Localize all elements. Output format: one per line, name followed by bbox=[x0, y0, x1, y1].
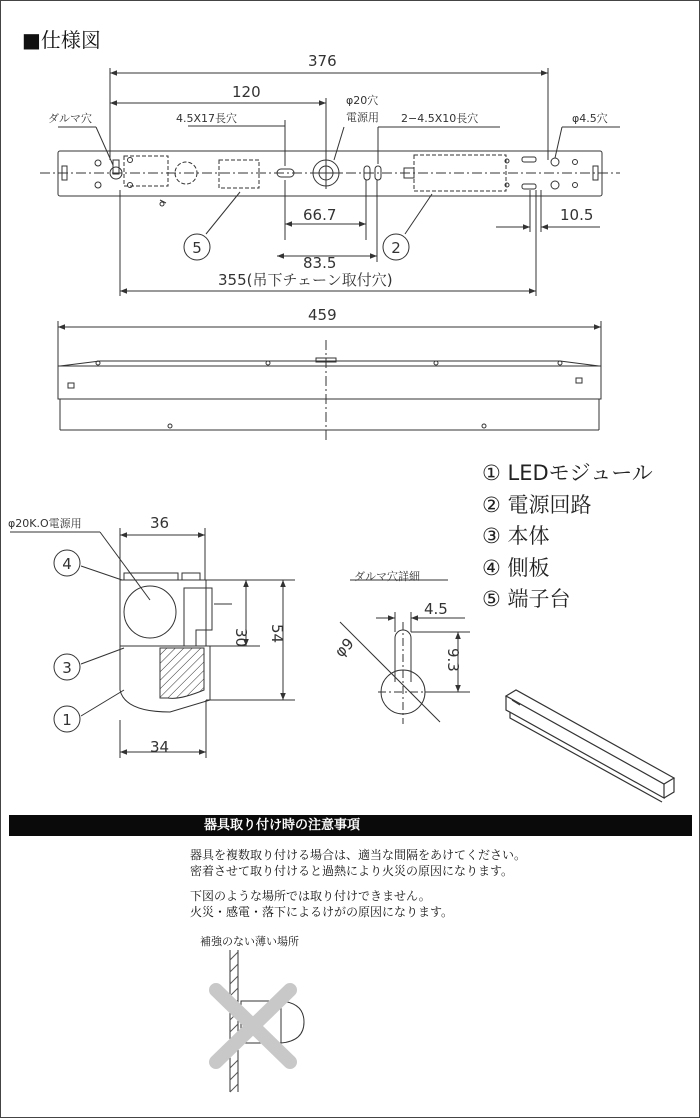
dim-side-width-bottom: 34 bbox=[150, 738, 170, 756]
notice-line-1: 器具を複数取り付ける場合は、適当な間隔をあけてください。 bbox=[190, 848, 527, 862]
front-view bbox=[58, 321, 601, 440]
wall-subheading: 補強のない薄い場所 bbox=[200, 935, 299, 948]
legend-item: ⑤ 端子台 bbox=[482, 587, 571, 611]
dim-body-length: 459 bbox=[308, 306, 337, 324]
fixture-3d bbox=[506, 690, 674, 802]
dim-mount-offset: 120 bbox=[232, 83, 261, 101]
dim-side-height-54: 54 bbox=[268, 624, 286, 644]
dim-side-width-top: 36 bbox=[150, 514, 170, 532]
page-title: ■仕様図 bbox=[22, 28, 101, 52]
dim-span-10: 10.5 bbox=[560, 206, 594, 224]
dim-long-hole-pair: 2−4.5X10長穴 bbox=[401, 112, 479, 125]
notice-line-4: 火災・感電・落下によるけがの原因になります。 bbox=[190, 905, 454, 919]
notice-heading: 器具取り付け時の注意事項 bbox=[204, 818, 361, 833]
dim-power-hole: φ20穴 bbox=[346, 94, 379, 107]
dim-long-hole-top: 4.5X17長穴 bbox=[176, 112, 238, 125]
legend-item: ② 電源回路 bbox=[482, 492, 592, 517]
dim-daruma-hole: ダルマ穴 bbox=[48, 112, 92, 125]
legend-item: ③ 本体 bbox=[482, 524, 550, 548]
dim-detail-9-3: 9.3 bbox=[444, 648, 462, 672]
dim-chain-hole: 355(吊下チェーン取付穴) bbox=[218, 271, 393, 289]
dim-span-66: 66.7 bbox=[303, 206, 337, 224]
wall-illustration bbox=[216, 950, 304, 1092]
parts-legend bbox=[482, 458, 653, 616]
dim-overall-width: 376 bbox=[308, 52, 337, 70]
dim-side-power: φ20K.O電源用 bbox=[8, 517, 82, 530]
notice-line-3: 下図のような場所では取り付けできません。 bbox=[190, 889, 431, 903]
dim-detail-phi9: φ9 bbox=[331, 634, 358, 661]
dim-span-83: 83.5 bbox=[303, 254, 337, 272]
marker-3: 3 bbox=[62, 659, 72, 677]
marker-1: 1 bbox=[62, 711, 72, 729]
marker-2: 2 bbox=[391, 239, 401, 257]
dim-round-hole: φ4.5穴 bbox=[572, 112, 608, 125]
dim-side-height-30: 30 bbox=[232, 628, 250, 648]
marker-5: 5 bbox=[192, 239, 202, 257]
dim-power-hole-label: 電源用 bbox=[346, 111, 379, 124]
notice-header-bar bbox=[9, 815, 692, 836]
detail-title: ダルマ穴詳細 bbox=[354, 570, 420, 583]
side-view bbox=[10, 528, 295, 758]
notice-line-2: 密着させて取り付けると過熱により火災の原因になります。 bbox=[190, 864, 514, 878]
legend-item: ① LEDモジュール bbox=[482, 461, 653, 485]
dim-detail-4-5: 4.5 bbox=[424, 600, 448, 618]
marker-4: 4 bbox=[62, 555, 72, 573]
legend-item: ④ 側板 bbox=[482, 555, 550, 580]
